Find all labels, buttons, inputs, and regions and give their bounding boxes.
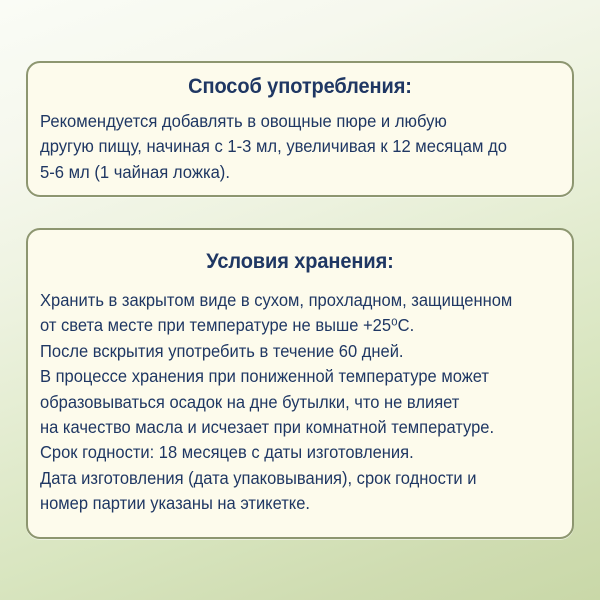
usage-body-line-2: другую пищу, начиная с 1-3 мл, увеличивая к 12 месяцам до [40, 136, 507, 157]
storage-body-line-9: номер партии указаны на этикетке. [40, 493, 310, 514]
storage-body-line-1: Хранить в закрытом виде в сухом, прохладном, защищенном [40, 290, 513, 310]
storage-body-line-6: на качество масла и исчезает при комнатной температуре. [40, 417, 495, 438]
usage-instructions-card [26, 61, 574, 197]
storage-conditions-card [26, 228, 574, 539]
storage-body-line-3: После вскрытия употребить в течение 60 дней. [40, 340, 404, 361]
storage-card-body [28, 288, 572, 517]
storage-card-title: Условия хранения: [206, 249, 394, 273]
storage-body-line-2: от света месте при температуре не выше +25⁰С. [40, 315, 415, 336]
storage-body-line-4: В процессе хранения при пониженной температуре может [40, 366, 489, 387]
storage-body-line-7: Срок годности: 18 месяцев с даты изготовления. [40, 442, 414, 463]
usage-card-body [28, 109, 572, 185]
usage-body-line-1: Рекомендуется добавлять в овощные пюре и любую [40, 111, 447, 131]
usage-body-line-3: 5-6 мл (1 чайная ложка). [40, 161, 230, 182]
usage-card-title: Способ употребления: [188, 74, 412, 98]
storage-body-line-5: образовываться осадок на дне бутылки, что не влияет [40, 391, 460, 412]
storage-body-line-8: Дата изготовления (дата упаковывания), срок годности и [40, 467, 477, 488]
